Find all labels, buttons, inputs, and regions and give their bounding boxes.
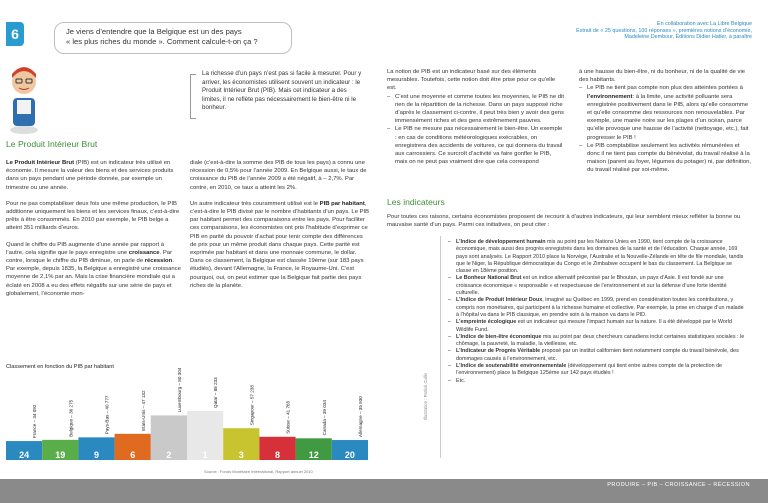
chart-title: Classement en fonction du PIB par habitant (6, 364, 114, 370)
publication-credit (512, 21, 752, 41)
col1-paragraph-1 (6, 159, 182, 192)
indicator-description: est un indice alternatif préconisé par le Bhoutan, un pays d’Asie. Il est fondé sur une croissance économique « responsable » et respectueuse de l’environnement et sur la défense d’une forte identité culturelle. (456, 275, 727, 297)
col4-item-1-c: : à la limite, une activité polluante sera enregistrée positivement dans le PIB, alors qu’elle consomme et qu’elle consomme des ressources non renouvelables. Par exemple, une marée noire sur les plages d’un océan, parce qu’elle provoque une hausse de l’activité (nettoyage, etc.), fait progresser le PIB ! (587, 93, 749, 141)
indicator-name: Le Bonheur National Brut (456, 275, 522, 282)
intro-bracket (190, 74, 196, 119)
chart-rank-label: 24 (19, 450, 30, 460)
col4-item-1-b: l’environnement (587, 93, 633, 100)
col1-p3-d: récession (144, 258, 173, 265)
column-3 (387, 68, 565, 166)
indicator-description: mis au point par deux chercheurs canadiens inclut certaines statistiques sociales : le chômage, la pauvreté, la maladie, la vieillesse, etc. (456, 333, 745, 348)
col3-paragraph-1: La notion de PIB est un indicateur basé sur des éléments mesurables. Toutefois, cette notion doit être prise pour ce qu’elle est. (387, 69, 556, 92)
indicator-description: (développement qui tient entre autres compte de la protection de l’environnement) place la Belgique 125ème sur 142 pays étudiés ! (456, 363, 723, 377)
col1-p1-text: (PIB) est un indicateur très utilisé en économie. Il mesure la valeur des biens et des services produits dans un pays pendant une période donnée, par exemple un trimestre ou une année. (6, 160, 174, 191)
col1-paragraph-3 (6, 241, 182, 298)
question-text (66, 27, 286, 46)
chart-category-label: France – 34 092 (32, 404, 38, 439)
chart-rank-label: 19 (55, 450, 66, 460)
indicator-item (448, 363, 746, 378)
credit-line-2: Extrait de « 25 questions, 100 réponses », premières notions d’économie, (576, 27, 752, 34)
col1-paragraph-2: Pour ne pas comptabiliser deux fois une même production, le PIB additionne uniquement les biens et les services finaux, c’est-à-dire prêts à être consommés. En 2010 par exemple, le PIB belge a atteint 351 milliards d’euros. (6, 200, 180, 232)
indicator-name: L’Indice de bien-être économique (456, 333, 542, 340)
chart-rank-label: 6 (130, 450, 136, 460)
chart-rank-label: 20 (344, 450, 355, 460)
col3-item-1: – C’est une moyenne et comme toutes les moyennes, le PIB ne dit rien de la répartition de la richesse. Dans un pays supposé riche d’après le classement ci-contre, il peut très bien y avoir des gens immensément riches et des gens extrêmement pauvres. (387, 93, 565, 126)
chart-category-label: Singapour – 57 238 (249, 385, 255, 426)
indicators-intro: Pour toutes ces raisons, certains économistes proposent de recourir à d’autres indicateurs, qui leur semblent mieux refléter la bonne ou mauvaise santé d’un pays. Parmi ces initiatives, on peut citer : (387, 214, 741, 229)
col2-p2-c: , c’est-à-dire le PIB divisé par le nombre d’habitants d’un pays. Le PIB par habitant permet des comparaisons entre les pays. Pour faciliter ces comparaisons, les économistes ont pris l’habitude d’exprimer ce PIB en parité du pouvoir d’achat pour tenir compte des différences de prix pour un même produit dans chaque pays. Cette parité est exprimée par habitant et dans une monnaie commune, le dollar. Dans ce classement, la Belgique est classée 19ème (sur 183 pays étudiés), devant l’Allemagne, la France, le Royaume-Uni. C’est pourquoi, oui, on peut estimer que la Belgique fait partie des pays riches de la planète. (190, 200, 370, 289)
col4-paragraph-1: à une hausse du bien-être, ni du bonheur, ni de la qualité de vie des habitants. (579, 69, 746, 84)
indicator-item (448, 275, 746, 297)
col1-p3-a: Quand le chiffre du PIB augmente d’une année par rapport à l’autre, cela signifie que le pays enregistre une (6, 241, 165, 256)
col2-p2-a: Un autre indicateur très couramment utilisé est le (190, 200, 320, 207)
chart-category-label: Canada – 39 034 (321, 400, 327, 436)
column-1 (6, 159, 182, 298)
chart-category-label: Suisse – 41 765 (285, 400, 291, 434)
col4-item-1-a: Le PIB ne tient pas compte non plus des atteintes portées à (587, 85, 743, 92)
col4-list (579, 84, 753, 174)
col3-list (387, 93, 565, 167)
chart-rank-label: 12 (308, 450, 319, 460)
footer-keywords: PRODUIRE – PIB – CROISSANCE – RÉCESSION (607, 482, 750, 488)
chapter-badge: 6 (6, 22, 24, 46)
chart-rank-label: 1 (202, 450, 208, 460)
chart-category-label: Pays-Bas – 40 777 (104, 395, 110, 435)
intro-text: La richesse d’un pays n’est pas si facile à mesurer. Pour y arriver, les économistes utilisent souvent un indicateur : le Produit Intérieur Brut (PIB). Mais cet indicateur a des limites, il ne reflète pas nécessairement le bien-être ni le bonheur. (202, 70, 362, 112)
col2-paragraph-2 (190, 200, 370, 290)
indicators-list (448, 239, 746, 385)
character-illustration (4, 60, 44, 135)
col1-p3-e: . Par exemple, depuis 1835, la Belgique a enregistré une croissance moyenne de 2,1% par an. Mais la crise financière mondiale qui a éclaté en 2008 a eu des effets négatifs sur une série de pays et globalement, l’économie mon- (6, 258, 181, 297)
chart-source: Source : Fonds Monétaire International, Rapport annuel 2010 (204, 469, 313, 474)
column-2 (190, 159, 370, 290)
indicator-name: L’empreinte écologique (456, 319, 517, 326)
credit-line-1: En collaboration avec La Libre Belgique (657, 21, 752, 27)
indicators-items (448, 239, 746, 385)
section-title-indicators: Les indicateurs (387, 197, 445, 207)
credit-line-3: Madeleine Dembour, Éditions Didier Hatier, à paraître (624, 34, 752, 41)
indicator-item (448, 378, 746, 385)
indicator-item (448, 319, 746, 334)
col1-p3-c: . Par contre, lorsque le chiffre du PIB diminue, on parle de (6, 249, 173, 265)
indicator-name: L’Indice de Produit Intérieur Doux (456, 297, 543, 304)
chart-category-label: Etats-Unis – 47 132 (140, 390, 146, 431)
photo-credit: Illustration : Patrick Cullin (423, 372, 428, 420)
indicators-divider (440, 236, 441, 458)
chart-rank-label: 3 (238, 450, 244, 460)
column-4 (579, 68, 753, 175)
indicator-item (448, 334, 746, 349)
indicator-item (448, 297, 746, 319)
question-line-2: « les plus riches du monde ». Comment calcule-t-on ça ? (66, 36, 258, 46)
chart-category-label: Qatar – 88 233 (213, 377, 219, 408)
col2-p2-b: PIB par habitant (319, 200, 365, 207)
indicator-item (448, 348, 746, 363)
chart-rank-label: 8 (274, 450, 281, 460)
indicator-description: est un indicateur qui mesure l’impact humain sur la nature. Il a été développé par le World Wildlife Fund. (456, 319, 732, 333)
col1-term: Le Produit Intérieur Brut (6, 160, 75, 166)
indicator-item (448, 239, 746, 275)
question-line-1: Je viens d’entendre que la Belgique est un des pays (66, 27, 242, 36)
indicator-description: Etc. (456, 377, 466, 384)
indicator-name: L’Indice de soutenabilité environnementale (456, 363, 567, 370)
chart-rank-label: 2 (166, 450, 172, 460)
col1-p3-b: croissance (128, 249, 160, 256)
gdp-per-capita-chart (0, 368, 378, 468)
chart-category-label: Luxembourg – 80 304 (177, 368, 182, 413)
col4-item-2: – Le PIB comptabilise seulement les activités rémunérées et donc il ne tient pas compte du bénévolat, du travail réalisé à la maison (parent au foyer, légumes du potager) ni, par définition, du travail réalisé par soi-même. (579, 142, 753, 175)
chart-category-label: Belgique – 36 275 (68, 399, 74, 437)
col3-item-2: – Le PIB ne mesure pas nécessairement le bien-être. Un exemple : en cas de conditions météorologiques exécrables, on enregistrera des accidents de voitures, ce qui donnera du travail aux carrossiers. Ce surcroît d’activité va faire gonfler le PIB, mais on ne peut pas vraiment dire que cela correspond (387, 125, 565, 166)
indicator-description: , imaginé au Québec en 1999, prend en considération toutes les contributions, y compris non monétaires, qui participent à la richesse humaine et collective. Par exemple, la prise en charge d’un malade à l’hôpital va dans le PIB classique, en prendre soin à la maison va dans le PID. (456, 297, 744, 318)
chart-rank-label: 9 (93, 450, 100, 460)
indicator-description: proposé par un institut californien tient notamment compte du travail bénévole, des dommages causés à l’environnement, etc. (456, 348, 739, 362)
col2-paragraph-1: diale (c’est-à-dire la somme des PIB de tous les pays) a connu une récession de 0,5% pour l’année 2009. En Belgique aussi, le taux de croissance du PIB de l’année 2009 a été négatif, à – 2,7%. Par contre, en 2010, ce taux a atteint les 2%. (190, 160, 367, 191)
col4-item-1 (579, 84, 753, 141)
indicator-name: L’Indice de développement humain (456, 239, 546, 245)
indicator-name: L’Indicateur de Progrès Véritable (456, 348, 541, 355)
indicator-description: mis au point par les Nations Unies en 1990, tient compte de la croissance économique, mais aussi des progrès enregistrés dans les domaines de la santé et de l’éducation. Chaque année, 169 pays sont analysés. Le Rapport 2010 place la Norvège, l’Australie et la Nouvelle-Zélande en tête de file mondiale, tandis que le Niger, la République démocratique du Congo et le Zimbabwe occupent le bas du classement. La Belgique se classe en 18ème position. (456, 239, 744, 275)
chart-category-label: Allemagne – 35 930 (358, 396, 363, 438)
section-title-pib: Le Produit Intérieur Brut (6, 139, 98, 149)
